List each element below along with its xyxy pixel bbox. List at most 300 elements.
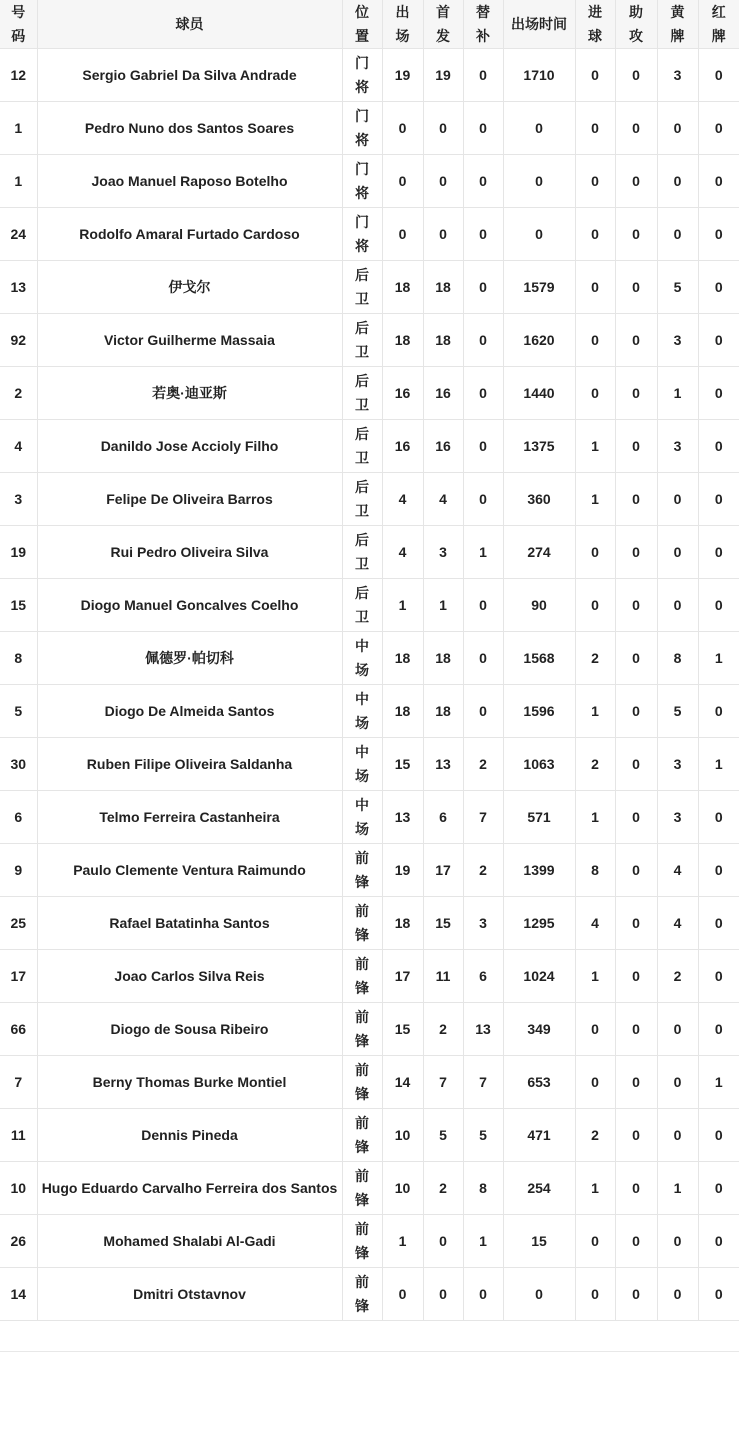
cell-subs: 0	[463, 155, 503, 208]
cell-assists: 0	[615, 261, 657, 314]
cell-subs: 2	[463, 844, 503, 897]
cell-goals: 0	[575, 1003, 615, 1056]
cell-assists: 0	[615, 208, 657, 261]
cell-player: Joao Manuel Raposo Botelho	[37, 155, 342, 208]
cell-subs: 1	[463, 1215, 503, 1268]
cell-minutes: 0	[503, 102, 575, 155]
player-row	[0, 632, 739, 685]
cell-position	[342, 473, 382, 526]
cell-assists: 0	[615, 1162, 657, 1215]
cell-red: 0	[698, 1109, 739, 1162]
cell-position	[342, 526, 382, 579]
player-row	[0, 314, 739, 367]
cell-yellow: 0	[657, 102, 698, 155]
cell-red: 0	[698, 208, 739, 261]
cell-player: Sergio Gabriel Da Silva Andrade	[37, 49, 342, 102]
col-header-label: 红牌	[711, 4, 726, 44]
position-label: 中场	[355, 744, 369, 784]
position-label: 前锋	[355, 1274, 369, 1314]
cell-player: Dmitri Otstavnov	[37, 1268, 342, 1321]
cell-minutes: 0	[503, 208, 575, 261]
cell-red: 0	[698, 579, 739, 632]
cell-red: 0	[698, 261, 739, 314]
player-row	[0, 950, 739, 1003]
position-label: 后卫	[355, 479, 369, 519]
position-label: 门将	[355, 161, 369, 201]
player-row	[0, 420, 739, 473]
position-label: 后卫	[355, 426, 369, 466]
cell-goals: 0	[575, 1268, 615, 1321]
cell-subs: 0	[463, 632, 503, 685]
cell-goals: 1	[575, 950, 615, 1003]
position-label: 后卫	[355, 585, 369, 625]
cell-number: 25	[0, 897, 37, 950]
position-label: 后卫	[355, 267, 369, 307]
col-header-label: 号码	[11, 4, 26, 44]
cell-red: 1	[698, 632, 739, 685]
cell-player: Diogo Manuel Goncalves Coelho	[37, 579, 342, 632]
col-header-minutes: 出场时间	[503, 0, 575, 49]
cell-number: 11	[0, 1109, 37, 1162]
cell-minutes: 571	[503, 791, 575, 844]
cell-appearances: 1	[382, 579, 423, 632]
cell-appearances: 0	[382, 155, 423, 208]
cell-appearances: 4	[382, 473, 423, 526]
player-row	[0, 791, 739, 844]
cell-starts: 16	[423, 367, 463, 420]
col-header-player: 球员	[37, 0, 342, 49]
cell-yellow: 0	[657, 1268, 698, 1321]
cell-starts: 0	[423, 208, 463, 261]
cell-number: 8	[0, 632, 37, 685]
position-label: 前锋	[355, 850, 369, 890]
cell-subs: 0	[463, 49, 503, 102]
cell-minutes: 1024	[503, 950, 575, 1003]
cell-appearances: 19	[382, 844, 423, 897]
cell-position	[342, 897, 382, 950]
cell-yellow: 0	[657, 526, 698, 579]
cell-red: 1	[698, 1056, 739, 1109]
cell-goals: 0	[575, 261, 615, 314]
cell-yellow: 8	[657, 632, 698, 685]
cell-number: 12	[0, 49, 37, 102]
cell-red: 0	[698, 155, 739, 208]
cell-minutes: 1375	[503, 420, 575, 473]
cell-yellow: 1	[657, 367, 698, 420]
cell-appearances: 10	[382, 1162, 423, 1215]
cell-player: 若奥·迪亚斯	[37, 367, 342, 420]
cell-minutes: 274	[503, 526, 575, 579]
cell-minutes: 349	[503, 1003, 575, 1056]
cell-starts: 6	[423, 791, 463, 844]
cell-position	[342, 844, 382, 897]
cell-subs: 13	[463, 1003, 503, 1056]
cell-starts: 0	[423, 1268, 463, 1321]
cell-red: 0	[698, 367, 739, 420]
cell-appearances: 18	[382, 897, 423, 950]
cell-assists: 0	[615, 314, 657, 367]
position-label: 前锋	[355, 1168, 369, 1208]
col-header-label: 助攻	[629, 4, 643, 44]
cell-minutes: 15	[503, 1215, 575, 1268]
cell-assists: 0	[615, 155, 657, 208]
cell-starts: 0	[423, 155, 463, 208]
cell-minutes: 254	[503, 1162, 575, 1215]
cell-minutes: 1596	[503, 685, 575, 738]
cell-appearances: 1	[382, 1215, 423, 1268]
cell-number: 17	[0, 950, 37, 1003]
cell-subs: 0	[463, 579, 503, 632]
cell-minutes: 1710	[503, 49, 575, 102]
cell-appearances: 18	[382, 685, 423, 738]
cell-number: 9	[0, 844, 37, 897]
col-header-label: 位置	[355, 4, 369, 44]
cell-red: 0	[698, 314, 739, 367]
cell-number: 6	[0, 791, 37, 844]
cell-player: Pedro Nuno dos Santos Soares	[37, 102, 342, 155]
cell-starts: 16	[423, 420, 463, 473]
cell-red: 0	[698, 420, 739, 473]
cell-player: 佩德罗·帕切科	[37, 632, 342, 685]
player-row	[0, 49, 739, 102]
cell-player: Rafael Batatinha Santos	[37, 897, 342, 950]
cell-subs: 7	[463, 791, 503, 844]
cell-red: 0	[698, 844, 739, 897]
cell-number: 3	[0, 473, 37, 526]
cell-subs: 0	[463, 473, 503, 526]
cell-number: 15	[0, 579, 37, 632]
cell-yellow: 0	[657, 579, 698, 632]
player-row	[0, 1056, 739, 1109]
cell-yellow: 3	[657, 420, 698, 473]
cell-assists: 0	[615, 473, 657, 526]
table-body	[0, 49, 739, 1321]
cell-position	[342, 791, 382, 844]
cell-goals: 0	[575, 102, 615, 155]
cell-position	[342, 102, 382, 155]
player-row	[0, 367, 739, 420]
cell-goals: 0	[575, 49, 615, 102]
position-label: 前锋	[355, 1062, 369, 1102]
cell-assists: 0	[615, 1056, 657, 1109]
cell-goals: 8	[575, 844, 615, 897]
cell-number: 66	[0, 1003, 37, 1056]
cell-assists: 0	[615, 1215, 657, 1268]
cell-starts: 3	[423, 526, 463, 579]
player-row	[0, 844, 739, 897]
col-header-assists	[615, 0, 657, 49]
cell-position	[342, 420, 382, 473]
cell-yellow: 3	[657, 791, 698, 844]
col-header-red	[698, 0, 739, 49]
cell-assists: 0	[615, 1003, 657, 1056]
cell-minutes: 90	[503, 579, 575, 632]
cell-starts: 2	[423, 1162, 463, 1215]
cell-appearances: 16	[382, 420, 423, 473]
cell-assists: 0	[615, 844, 657, 897]
cell-position	[342, 950, 382, 1003]
col-header-label: 替补	[476, 4, 490, 44]
cell-assists: 0	[615, 367, 657, 420]
cell-appearances: 4	[382, 526, 423, 579]
cell-player: 伊戈尔	[37, 261, 342, 314]
cell-appearances: 16	[382, 367, 423, 420]
cell-number: 30	[0, 738, 37, 791]
cell-yellow: 0	[657, 473, 698, 526]
cell-yellow: 0	[657, 1056, 698, 1109]
cell-red: 0	[698, 897, 739, 950]
cell-goals: 0	[575, 155, 615, 208]
player-row	[0, 1109, 739, 1162]
cell-goals: 0	[575, 314, 615, 367]
cell-appearances: 19	[382, 49, 423, 102]
cell-assists: 0	[615, 579, 657, 632]
cell-subs: 3	[463, 897, 503, 950]
player-row	[0, 685, 739, 738]
cell-starts: 13	[423, 738, 463, 791]
position-label: 前锋	[355, 1115, 369, 1155]
cell-position	[342, 155, 382, 208]
cell-position	[342, 579, 382, 632]
cell-goals: 0	[575, 579, 615, 632]
cell-minutes: 471	[503, 1109, 575, 1162]
cell-yellow: 1	[657, 1162, 698, 1215]
cell-appearances: 15	[382, 738, 423, 791]
table-header	[0, 0, 739, 49]
cell-number: 92	[0, 314, 37, 367]
cell-position	[342, 49, 382, 102]
cell-appearances: 0	[382, 102, 423, 155]
cell-subs: 1	[463, 526, 503, 579]
cell-player: Mohamed Shalabi Al-Gadi	[37, 1215, 342, 1268]
cell-starts: 18	[423, 685, 463, 738]
cell-player: Diogo de Sousa Ribeiro	[37, 1003, 342, 1056]
cell-goals: 0	[575, 1215, 615, 1268]
col-header-goals	[575, 0, 615, 49]
cell-assists: 0	[615, 791, 657, 844]
position-label: 门将	[355, 108, 369, 148]
cell-position	[342, 1268, 382, 1321]
col-header-label: 出场	[395, 4, 410, 44]
cell-goals: 2	[575, 1109, 615, 1162]
cell-yellow: 4	[657, 844, 698, 897]
cell-red: 0	[698, 102, 739, 155]
player-row	[0, 1215, 739, 1268]
cell-assists: 0	[615, 102, 657, 155]
cell-player: Berny Thomas Burke Montiel	[37, 1056, 342, 1109]
player-row	[0, 155, 739, 208]
cell-player: Felipe De Oliveira Barros	[37, 473, 342, 526]
cell-goals: 2	[575, 632, 615, 685]
cell-number: 19	[0, 526, 37, 579]
cell-minutes: 1568	[503, 632, 575, 685]
cell-goals: 1	[575, 791, 615, 844]
cell-assists: 0	[615, 632, 657, 685]
cell-assists: 0	[615, 950, 657, 1003]
cell-minutes: 1440	[503, 367, 575, 420]
position-label: 前锋	[355, 1009, 369, 1049]
cell-minutes: 1295	[503, 897, 575, 950]
cell-player: Victor Guilherme Massaia	[37, 314, 342, 367]
cell-player: Danildo Jose Accioly Filho	[37, 420, 342, 473]
player-row	[0, 526, 739, 579]
cell-subs: 0	[463, 208, 503, 261]
col-header-subs	[463, 0, 503, 49]
cell-subs: 8	[463, 1162, 503, 1215]
cell-appearances: 13	[382, 791, 423, 844]
cell-player: Joao Carlos Silva Reis	[37, 950, 342, 1003]
cell-player: Telmo Ferreira Castanheira	[37, 791, 342, 844]
cell-position	[342, 1109, 382, 1162]
cell-assists: 0	[615, 1268, 657, 1321]
col-header-label: 首发	[436, 4, 450, 44]
col-header-yellow	[657, 0, 698, 49]
cell-goals: 0	[575, 208, 615, 261]
cell-yellow: 5	[657, 685, 698, 738]
cell-number: 10	[0, 1162, 37, 1215]
footer-divider	[0, 1351, 739, 1352]
cell-assists: 0	[615, 49, 657, 102]
cell-subs: 6	[463, 950, 503, 1003]
col-header-label: 黄牌	[670, 4, 685, 44]
position-label: 后卫	[355, 373, 369, 413]
cell-yellow: 3	[657, 49, 698, 102]
cell-appearances: 14	[382, 1056, 423, 1109]
col-header-position	[342, 0, 382, 49]
cell-minutes: 0	[503, 1268, 575, 1321]
cell-player: Ruben Filipe Oliveira Saldanha	[37, 738, 342, 791]
cell-yellow: 3	[657, 738, 698, 791]
cell-goals: 0	[575, 1056, 615, 1109]
cell-red: 0	[698, 950, 739, 1003]
col-header-appearances	[382, 0, 423, 49]
position-label: 前锋	[355, 903, 369, 943]
cell-appearances: 10	[382, 1109, 423, 1162]
cell-yellow: 5	[657, 261, 698, 314]
cell-subs: 2	[463, 738, 503, 791]
cell-appearances: 18	[382, 314, 423, 367]
cell-red: 0	[698, 1268, 739, 1321]
cell-goals: 1	[575, 420, 615, 473]
cell-goals: 1	[575, 1162, 615, 1215]
cell-red: 0	[698, 1215, 739, 1268]
cell-goals: 4	[575, 897, 615, 950]
cell-goals: 1	[575, 685, 615, 738]
cell-number: 5	[0, 685, 37, 738]
cell-subs: 0	[463, 367, 503, 420]
player-row	[0, 208, 739, 261]
cell-position	[342, 1056, 382, 1109]
cell-minutes: 1063	[503, 738, 575, 791]
cell-red: 0	[698, 526, 739, 579]
cell-starts: 18	[423, 632, 463, 685]
cell-subs: 0	[463, 1268, 503, 1321]
col-header-starts	[423, 0, 463, 49]
cell-goals: 0	[575, 367, 615, 420]
cell-subs: 0	[463, 314, 503, 367]
cell-position	[342, 632, 382, 685]
cell-starts: 15	[423, 897, 463, 950]
cell-yellow: 0	[657, 155, 698, 208]
cell-appearances: 15	[382, 1003, 423, 1056]
cell-player: Paulo Clemente Ventura Raimundo	[37, 844, 342, 897]
col-header-label: 进球	[588, 4, 602, 44]
cell-yellow: 2	[657, 950, 698, 1003]
cell-assists: 0	[615, 897, 657, 950]
cell-minutes: 0	[503, 155, 575, 208]
cell-player: Diogo De Almeida Santos	[37, 685, 342, 738]
player-row	[0, 1162, 739, 1215]
cell-subs: 0	[463, 261, 503, 314]
cell-position	[342, 208, 382, 261]
player-row	[0, 1268, 739, 1321]
cell-subs: 0	[463, 102, 503, 155]
cell-position	[342, 685, 382, 738]
cell-starts: 19	[423, 49, 463, 102]
cell-number: 13	[0, 261, 37, 314]
cell-appearances: 0	[382, 1268, 423, 1321]
cell-yellow: 4	[657, 897, 698, 950]
cell-position	[342, 1003, 382, 1056]
cell-starts: 11	[423, 950, 463, 1003]
cell-number: 1	[0, 102, 37, 155]
cell-starts: 2	[423, 1003, 463, 1056]
player-row	[0, 579, 739, 632]
position-label: 后卫	[355, 320, 369, 360]
cell-player: Rodolfo Amaral Furtado Cardoso	[37, 208, 342, 261]
position-label: 前锋	[355, 956, 369, 996]
cell-minutes: 1579	[503, 261, 575, 314]
cell-assists: 0	[615, 526, 657, 579]
cell-number: 24	[0, 208, 37, 261]
cell-assists: 0	[615, 420, 657, 473]
player-row	[0, 261, 739, 314]
cell-red: 0	[698, 1162, 739, 1215]
player-row	[0, 1003, 739, 1056]
cell-subs: 0	[463, 420, 503, 473]
cell-assists: 0	[615, 738, 657, 791]
position-label: 中场	[355, 638, 369, 678]
position-label: 中场	[355, 691, 369, 731]
cell-red: 1	[698, 738, 739, 791]
player-row	[0, 473, 739, 526]
col-header-number	[0, 0, 37, 49]
cell-position	[342, 1162, 382, 1215]
player-row	[0, 738, 739, 791]
cell-position	[342, 1215, 382, 1268]
player-row	[0, 897, 739, 950]
cell-starts: 18	[423, 314, 463, 367]
cell-subs: 5	[463, 1109, 503, 1162]
cell-goals: 2	[575, 738, 615, 791]
cell-subs: 7	[463, 1056, 503, 1109]
cell-appearances: 17	[382, 950, 423, 1003]
cell-yellow: 3	[657, 314, 698, 367]
cell-minutes: 1620	[503, 314, 575, 367]
cell-position	[342, 367, 382, 420]
cell-starts: 7	[423, 1056, 463, 1109]
position-label: 后卫	[355, 532, 369, 572]
cell-red: 0	[698, 473, 739, 526]
cell-starts: 0	[423, 102, 463, 155]
cell-starts: 5	[423, 1109, 463, 1162]
cell-yellow: 0	[657, 1215, 698, 1268]
cell-red: 0	[698, 1003, 739, 1056]
cell-player: Rui Pedro Oliveira Silva	[37, 526, 342, 579]
cell-starts: 1	[423, 579, 463, 632]
cell-starts: 4	[423, 473, 463, 526]
cell-appearances: 18	[382, 261, 423, 314]
